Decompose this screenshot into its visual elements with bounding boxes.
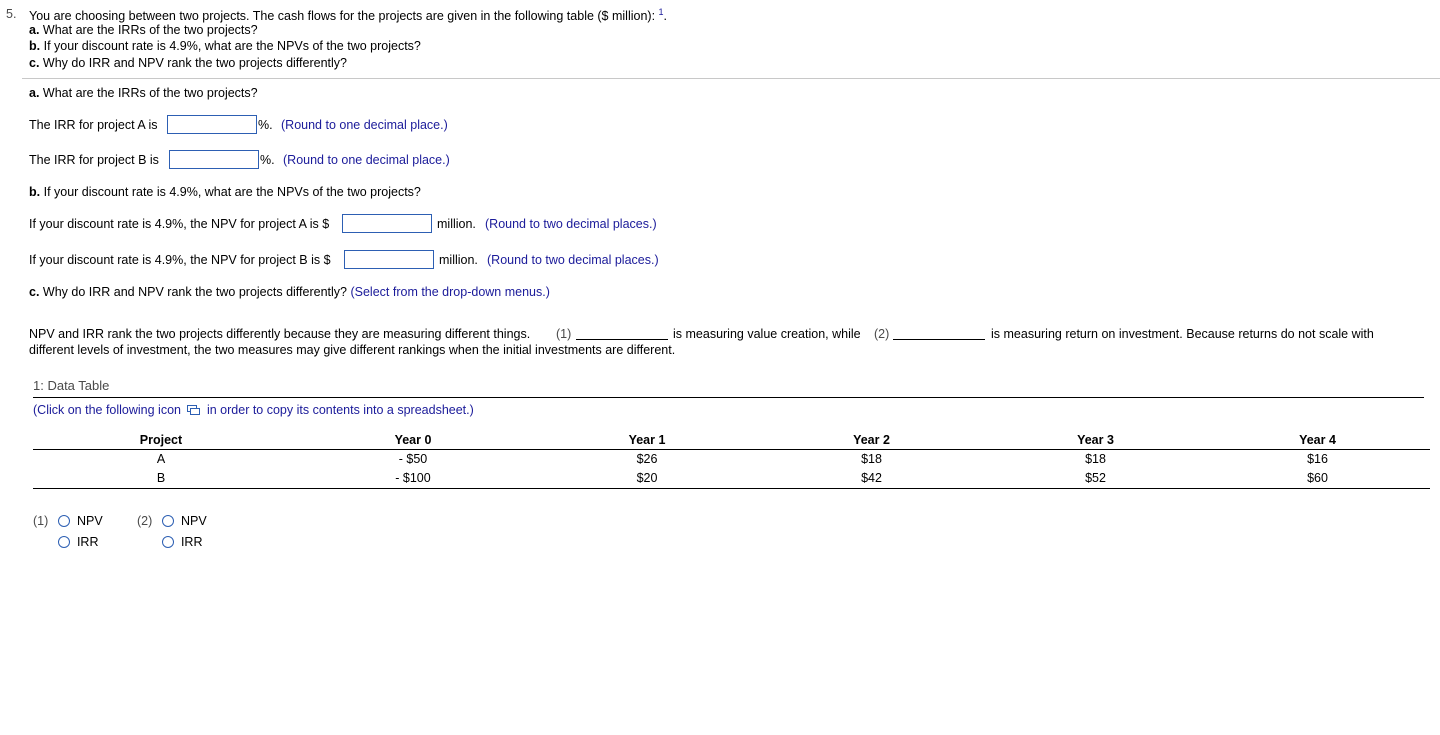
answer-b-heading <box>29 185 421 199</box>
c-hint: (Select from the drop-down menus.) <box>350 285 550 299</box>
question-stem <box>29 7 667 23</box>
option-group-1-npv[interactable] <box>58 514 103 528</box>
question-stem-text: You are choosing between two projects. The cash flows for the projects are given in the following table ($ million): <box>29 9 656 24</box>
part-text: What are the IRRs of the two projects? <box>42 23 258 37</box>
table-cell: $42 <box>757 469 986 489</box>
npv-b-suffix: million. <box>439 253 478 267</box>
table-cell: $20 <box>537 469 757 489</box>
table-cell: $26 <box>636 452 658 466</box>
table-header-row <box>33 432 1430 450</box>
column-header: Project <box>33 432 289 450</box>
dropdown-1-label: (1) <box>556 327 572 341</box>
question-part-a <box>29 23 258 37</box>
part-text: What are the IRRs of the two projects? <box>42 86 258 100</box>
table-cell: - $100 <box>289 469 537 489</box>
table-row <box>33 469 1430 489</box>
table-cell: A <box>156 452 166 466</box>
answer-a-heading <box>29 86 258 100</box>
npv-a-input[interactable] <box>342 214 432 233</box>
cash-flow-table <box>33 432 1430 489</box>
instruction-post: in order to copy its contents into a spreadsheet.) <box>206 403 474 417</box>
irr-b-hint: (Round to one decimal place.) <box>283 153 450 167</box>
part-text: Why do IRR and NPV rank the two projects differently? <box>42 56 347 70</box>
data-table-rule <box>33 397 1424 398</box>
data-table-title: 1: Data Table <box>33 378 110 393</box>
part-label: a. <box>29 23 40 37</box>
npv-b-input[interactable] <box>344 250 434 269</box>
irr-a-prefix: The IRR for project A is <box>29 118 158 132</box>
irr-a-hint: (Round to one decimal place.) <box>281 118 448 132</box>
data-table-instruction <box>33 403 474 418</box>
part-text: Why do IRR and NPV rank the two projects differently? <box>42 285 347 299</box>
part-label: c. <box>29 285 40 299</box>
part-text: If your discount rate is 4.9%, what are the NPVs of the two projects? <box>43 39 421 53</box>
table-cell: B <box>33 469 289 489</box>
npv-a-prefix: If your discount rate is 4.9%, the NPV for project A is $ <box>29 217 330 231</box>
divider <box>22 78 1440 79</box>
irr-a-suffix: %. <box>258 118 273 132</box>
column-header: Year 0 <box>289 432 537 450</box>
footnote-ref[interactable]: 1 <box>658 7 664 17</box>
c-sentence-4: different levels of investment, the two measures may give different rankings when the initial investments are different. <box>29 343 676 357</box>
npv-b-hint: (Round to two decimal places.) <box>487 253 659 267</box>
option-group-2-npv[interactable] <box>162 514 207 528</box>
question-part-c <box>29 56 347 70</box>
option-label: NPV <box>76 514 103 528</box>
question-number: 5. <box>6 7 17 21</box>
radio-button[interactable] <box>58 536 70 548</box>
c-sentence-3: is measuring return on investment. Because returns do not scale with <box>991 327 1374 341</box>
irr-b-suffix: %. <box>260 153 275 167</box>
radio-button[interactable] <box>162 536 174 548</box>
column-header: Year 3 <box>986 432 1205 450</box>
option-group-1-label: (1) <box>33 514 49 528</box>
option-label: NPV <box>180 514 207 528</box>
dropdown-2-label: (2) <box>874 327 890 341</box>
c-sentence-2: is measuring value creation, while <box>673 327 861 341</box>
table-cell: $52 <box>986 469 1205 489</box>
irr-b-prefix: The IRR for project B is <box>29 153 159 167</box>
part-text: If your discount rate is 4.9%, what are the NPVs of the two projects? <box>43 185 421 199</box>
column-header: Year 4 <box>1205 432 1430 450</box>
npv-a-hint: (Round to two decimal places.) <box>485 217 657 231</box>
option-group-1-irr[interactable] <box>58 535 98 549</box>
table-row <box>33 450 1430 470</box>
copy-spreadsheet-icon[interactable] <box>187 404 200 418</box>
table-cell: $60 <box>1205 469 1430 489</box>
option-group-2-irr[interactable] <box>162 535 202 549</box>
irr-b-input[interactable] <box>169 150 259 169</box>
table-cell: $18 <box>1085 452 1106 466</box>
question-stem-end: . <box>663 9 668 24</box>
option-group-2-label: (2) <box>137 514 153 528</box>
table-cell: - $50 <box>398 452 428 466</box>
column-header: Year 1 <box>537 432 757 450</box>
npv-a-suffix: million. <box>437 217 476 231</box>
part-label: a. <box>29 86 40 100</box>
part-label: b. <box>29 39 41 53</box>
irr-a-input[interactable] <box>167 115 257 134</box>
part-label: c. <box>29 56 40 70</box>
table-cell: $18 <box>861 452 882 466</box>
npv-b-prefix: If your discount rate is 4.9%, the NPV for project B is $ <box>29 253 331 267</box>
dropdown-2[interactable] <box>893 339 985 340</box>
option-label: IRR <box>76 535 99 549</box>
radio-button[interactable] <box>162 515 174 527</box>
answer-c-heading <box>29 285 550 299</box>
radio-button[interactable] <box>58 515 70 527</box>
instruction-pre: (Click on the following icon <box>33 403 181 417</box>
option-label: IRR <box>180 535 203 549</box>
part-label: b. <box>29 185 41 199</box>
c-sentence-1: NPV and IRR rank the two projects differently because they are measuring different things. <box>29 327 531 341</box>
column-header: Year 2 <box>757 432 986 450</box>
dropdown-1[interactable] <box>576 339 668 340</box>
table-cell: $16 <box>1307 452 1328 466</box>
question-part-b <box>29 39 421 53</box>
